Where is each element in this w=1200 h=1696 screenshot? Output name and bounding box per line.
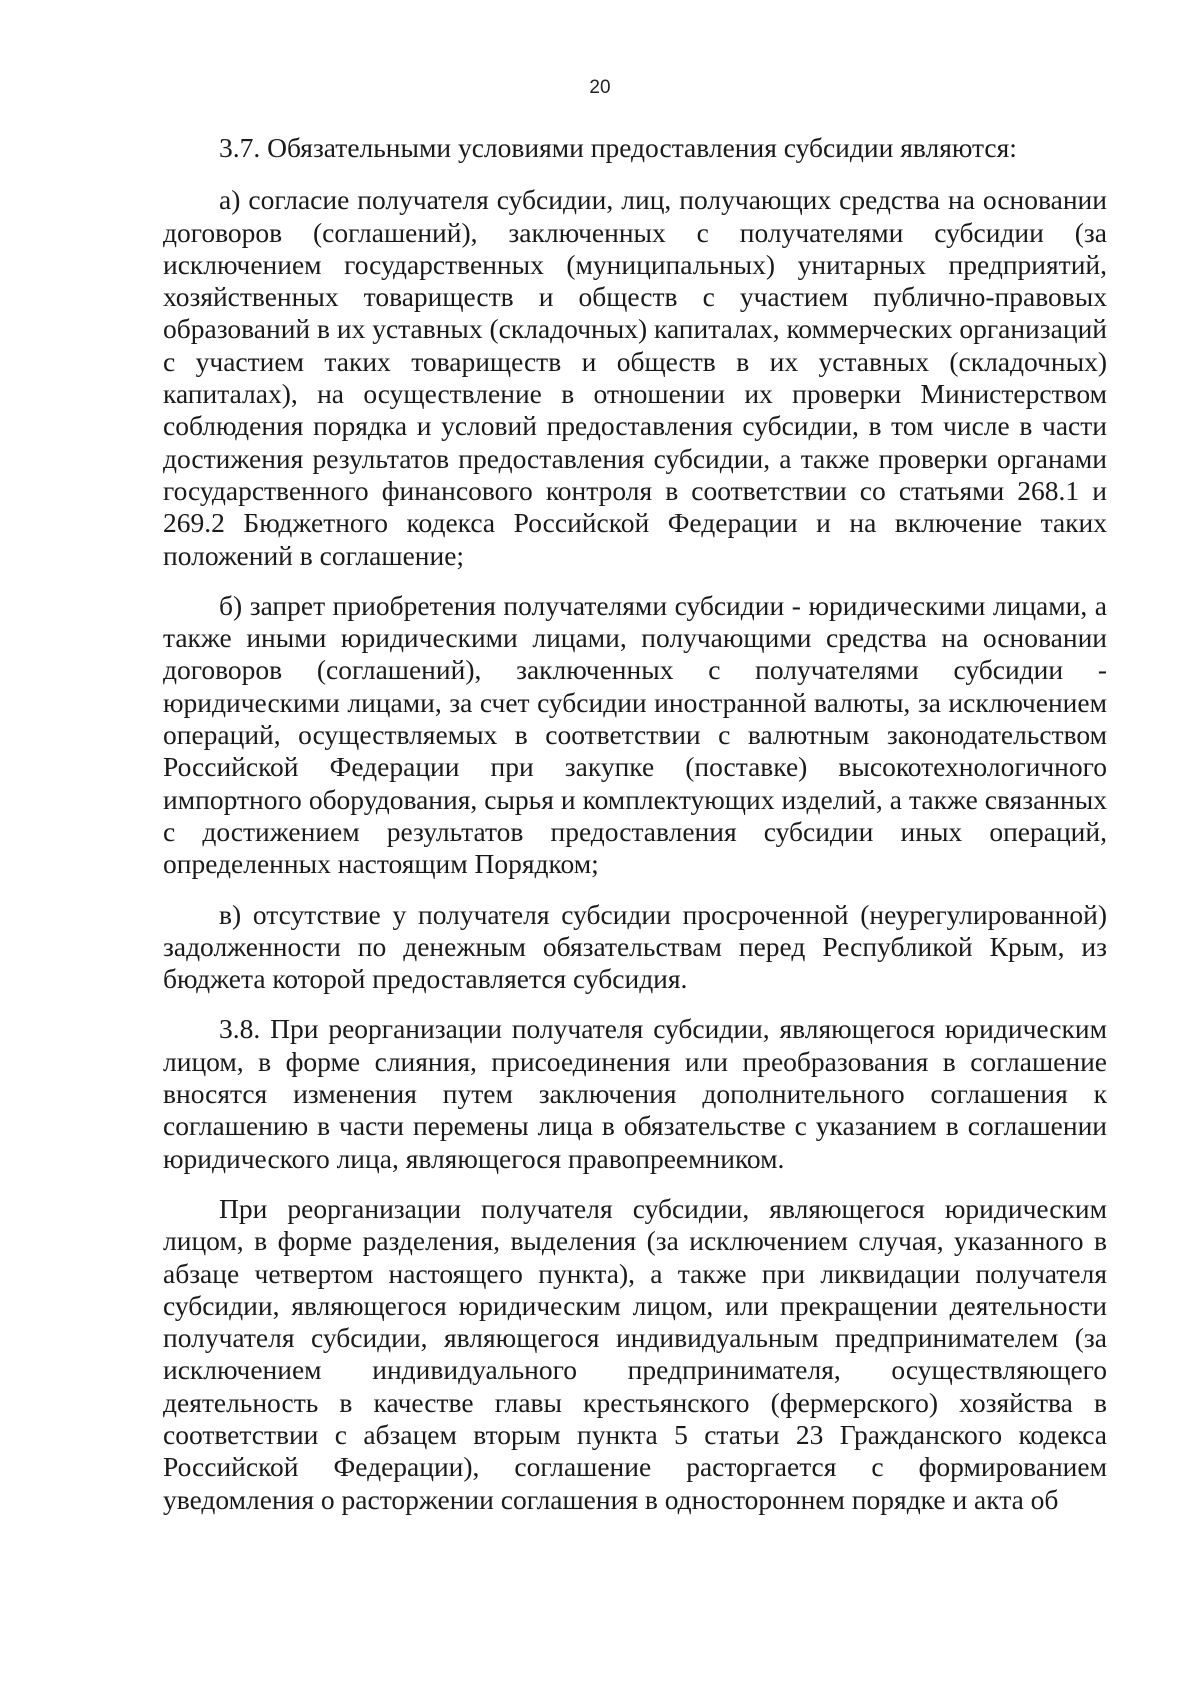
section-3-7-heading: 3.7. Обязательными условиями предоставления субсидии являются: [219, 132, 1017, 163]
section-3-8-continuation: При реорганизации получателя субсидии, являющегося юридическим лицом, в форме разделения, выделения (за исключением случая, указанного в абзаце четвертом настоящего пункта), а также при ликвидации получателя субсидии, являющегося юридическим лицом, или прекращении деятельности получателя субсидии, являющегося индивидуальным предпринимателем (за исключением индивидуального предпринимателя, осуществляющего деятельность в качестве главы крестьянского (фермерского) хозяйства в соответствии с абзацем вторым пункта 5 статьи 23 Гражданского кодекса Российской Федерации), соглашение расторгается с формированием уведомления о расторжении соглашения в одностороннем порядке и акта об [163, 1192, 1107, 1515]
section-3-8-paragraph: 3.8. При реорганизации получателя субсидии, являющегося юридическим лицом, в форме слияния, присоединения или преобразования в соглашение вносятся изменения путем заключения дополнительного соглашения к соглашению в части перемены лица в обязательстве с указанием в соглашении юридического лица, являющегося правопреемником. [163, 1013, 1107, 1174]
page-number: 20 [589, 77, 611, 98]
paragraph-3-7-a: а) согласие получателя субсидии, лиц, получающих средства на основании договоров (соглашений), заключенных с получателями субсидии (за исключением государственных (муниципальных) унитарных предприятий, хозяйственных товариществ и обществ с участием публично-правовых образований в их уставных (складочных) капиталах, коммерческих организаций с участием таких товариществ и обществ в их уставных (складочных) капиталах), на осуществление в отношении их проверки Министерством соблюдения порядка и условий предоставления субсидии, в том числе в части достижения результатов предоставления субсидии, а также проверки органами государственного финансового контроля в соответствии со статьями 268.1 и 269.2 Бюджетного кодекса Российской Федерации и на включение таких положений в соглашение; [163, 184, 1107, 571]
paragraph-3-7-v: в) отсутствие у получателя субсидии просроченной (неурегулированной) задолженности по денежным обязательствам перед Республикой Крым, из бюджета которой предоставляется субсидия. [163, 898, 1107, 995]
document-body [163, 132, 1107, 1516]
paragraph-3-7-b: б) запрет приобретения получателями субсидии - юридическими лицами, а также иными юридическими лицами, получающими средства на основании договоров (соглашений), заключенных с получателями субсидии - юридическими лицами, за счет субсидии иностранной валюты, за исключением операций, осуществляемых в соответствии с валютным законодательством Российской Федерации при закупке (поставке) высокотехнологичного импортного оборудования, сырья и комплектующих изделий, а также связанных с достижением результатов предоставления субсидии иных операций, определенных настоящим Порядком; [163, 589, 1107, 880]
